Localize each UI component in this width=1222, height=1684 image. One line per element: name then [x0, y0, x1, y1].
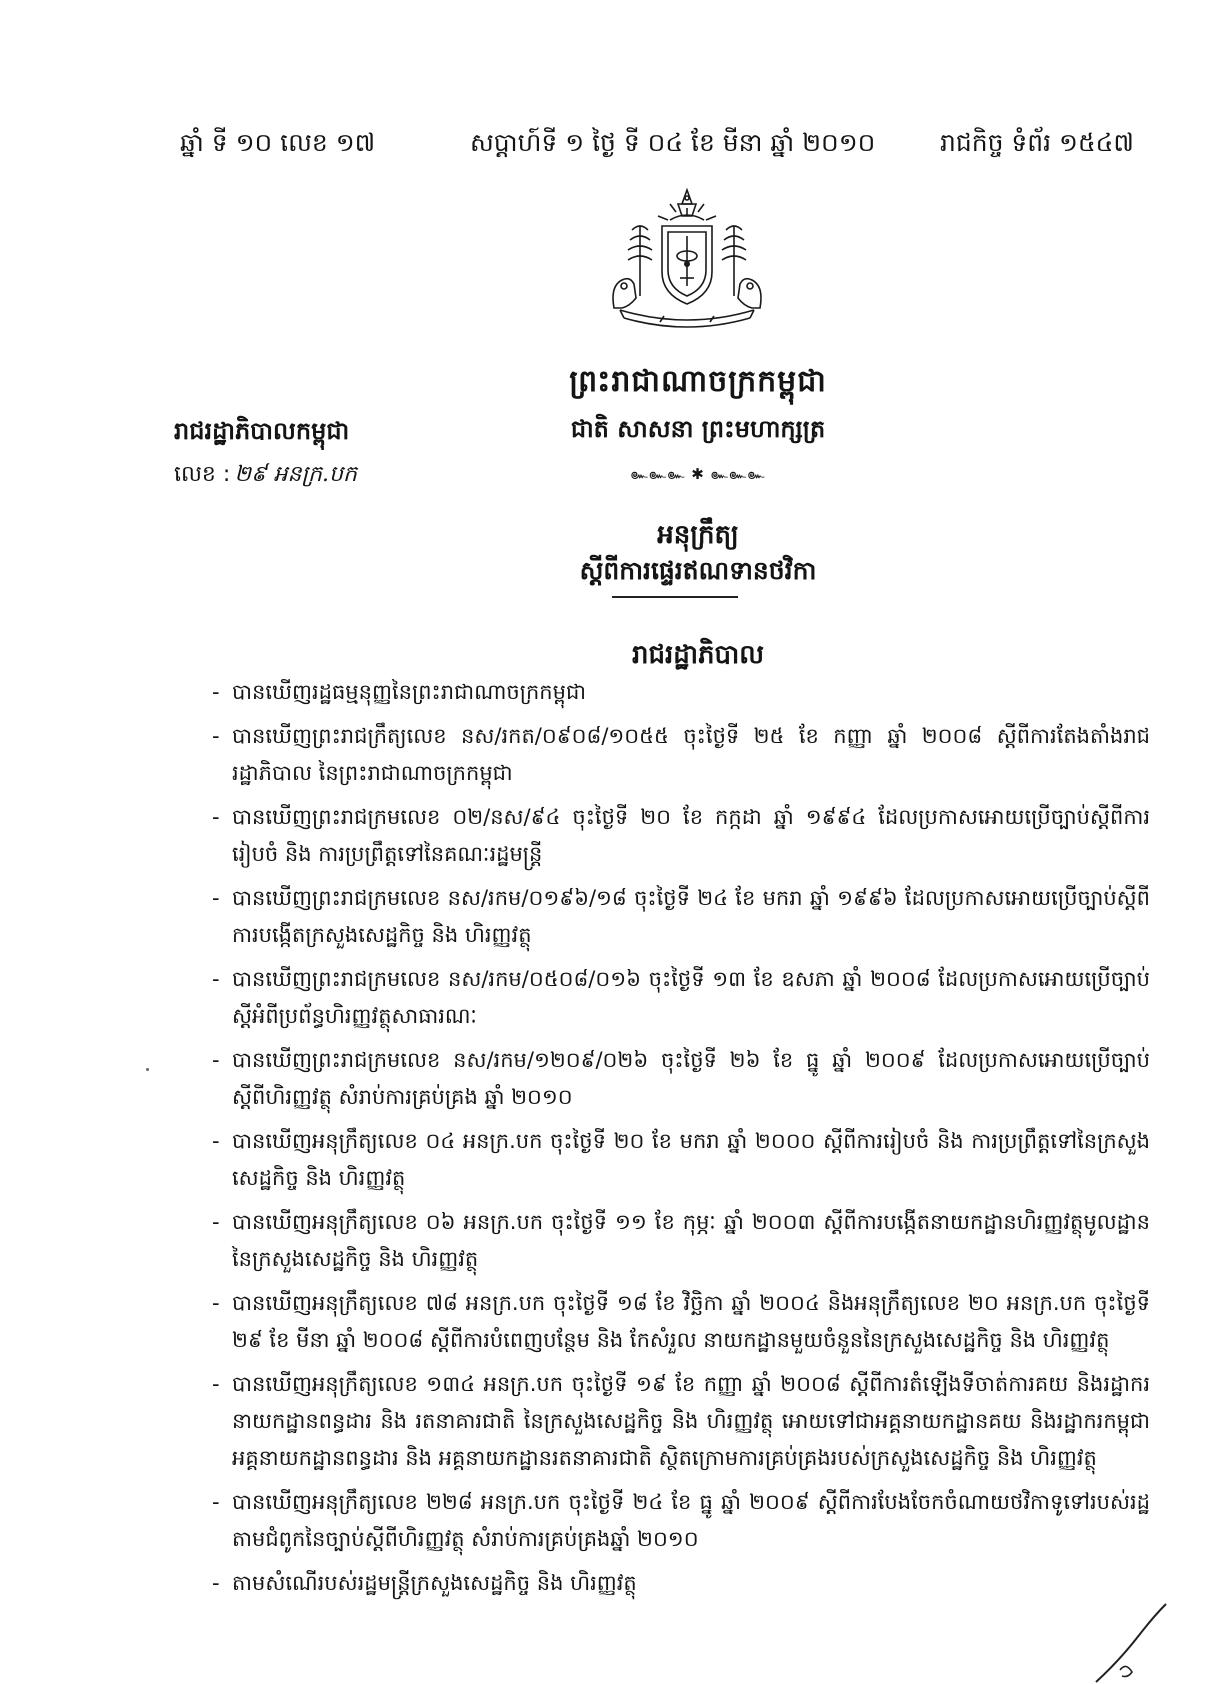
- list-item: - បានឃើញព្រះរាជក្រមលេខ នស/រកម/០១៩៦/១៨ ចុះថ្ងៃទី ២៤ ខែ មករា ឆ្នាំ ១៩៩៦ ដែលប្រកាសអោយប្រើច្បាប់ស្តីពីការបង្កើតក្រសួងសេដ្ឋកិច្ច និង ហិរញ្ញវត្ថុ: [210, 880, 1150, 954]
- document-type: អនុក្រឹត្យ: [657, 520, 739, 550]
- royal-coat-of-arms-icon: [600, 186, 774, 336]
- list-item: - បានឃើញព្រះរាជក្រឹត្យលេខ នស/រកត/០៩០៨/១០៥៥ ចុះថ្ងៃទី ២៥ ខែ កញ្ញា ឆ្នាំ ២០០៨ ស្តីពីការតែងតាំងរាជរដ្ឋាភិបាល នៃព្រះរាជាណាចក្រកម្ពុជា: [210, 718, 1150, 792]
- gazette-page-number: រាជកិច្ច ទំព័រ ១៥៤៧: [940, 128, 1134, 157]
- list-item: - បានឃើញអនុក្រឹត្យលេខ ២២៨ អនក្រ.បក ចុះថ្ងៃទី ២៤ ខែ ធ្នូ ឆ្នាំ ២០០៩ ស្តីពីការបែងចែកចំណាយថវិកាទូទៅរបស់រដ្ឋតាមជំពូកនៃច្បាប់ស្តីពីហិរញ្ញវត្ថុ សំរាប់ការគ្រប់គ្រងឆ្នាំ ២០១០: [210, 1484, 1150, 1558]
- legal-references-list: [210, 674, 1150, 1609]
- gazette-year-issue: ឆ្នាំ ទី ១០ លេខ ១៧: [180, 128, 376, 157]
- document-subject: ស្តីពីការផ្ទេរឥណទានថវិកា: [579, 556, 817, 585]
- list-item: - បានឃើញព្រះរាជក្រមលេខ ០២/នស/៩៤ ចុះថ្ងៃទី ២០ ខែ កក្កដា ឆ្នាំ ១៩៩៤ ដែលប្រកាសអោយប្រើច្បាប់ស្តីពីការរៀបចំ និង ការប្រព្រឹត្តទៅនៃគណៈរដ្ឋមន្ត្រី: [210, 799, 1150, 873]
- list-item: - បានឃើញព្រះរាជក្រមលេខ នស/រកម/១២០៩/០២៦ ចុះថ្ងៃទី ២៦ ខែ ធ្នូ ឆ្នាំ ២០០៩ ដែលប្រកាសអោយប្រើច្បាប់ស្តីពីហិរញ្ញវត្ថុ សំរាប់ការគ្រប់គ្រង ឆ្នាំ ២០១០: [210, 1042, 1150, 1116]
- decree-number: [174, 460, 357, 492]
- scan-speck: [146, 1068, 149, 1071]
- signature-stroke-icon: [1090, 1600, 1170, 1684]
- list-item: - បានឃើញអនុក្រឹត្យលេខ ១៣៤ អនក្រ.បក ចុះថ្ងៃទី ១៩ ខែ កញ្ញា ឆ្នាំ ២០០៨ ស្តីពីការតំឡើងទីចាត់ការគយ និងរដ្ឋាករ នាយកដ្ឋានពន្ធដារ និង រតនាគារជាតិ នៃក្រសួងសេដ្ឋកិច្ច និង ហិរញ្ញវត្ថុ អោយទៅជាអគ្គនាយកដ្ឋានគយ និងរដ្ឋាករកម្ពុជា អគ្គនាយកដ្ឋានពន្ធដារ និង អគ្គនាយកដ្ឋានរតនាគារជាតិ ស្ថិតក្រោមការគ្រប់គ្រងរបស់ក្រសួងសេដ្ឋកិច្ច និង ហិរញ្ញវត្ថុ: [210, 1366, 1150, 1477]
- national-motto: ជាតិ សាសនា ព្រះមហាក្សត្រ: [570, 415, 826, 443]
- ornament-divider: ๛๛๛ ✱ ๛๛๛: [630, 465, 766, 483]
- list-item: - បានឃើញអនុក្រឹត្យលេខ ០៦ អនក្រ.បក ចុះថ្ងៃទី ១១ ខែ កុម្ភៈ ឆ្នាំ ២០០៣ ស្តីពីការបង្កើតនាយកដ្ឋានហិរញ្ញវត្ថុមូលដ្ឋាននៃក្រសួងសេដ្ឋកិច្ច និង ហិរញ្ញវត្ថុ: [210, 1204, 1150, 1278]
- decree-number-value: ២៩ អនក្រ.បក: [234, 462, 357, 487]
- government-heading: រាជរដ្ឋាភិបាល: [631, 640, 765, 670]
- list-item: - បានឃើញអនុក្រឹត្យលេខ ០៤ អនក្រ.បក ចុះថ្ងៃទី ២០ ខែ មករា ឆ្នាំ ២០០០ ស្តីពីការរៀបចំ និង ការប្រព្រឹត្តទៅនៃក្រសួង សេដ្ឋកិច្ច និង ហិរញ្ញវត្ថុ: [210, 1123, 1150, 1197]
- list-item: - បានឃើញរដ្ឋធម្មនុញ្ញនៃព្រះរាជាណាចក្រកម្ពុជា: [210, 674, 1150, 711]
- gazette-date: សប្តាហ៍ទី ១ ថ្ងៃ ទី ០៤ ខែ មីនា ឆ្នាំ ២០១០: [470, 128, 876, 157]
- list-item: - តាមសំណើរបស់រដ្ឋមន្ត្រីក្រសួងសេដ្ឋកិច្ច និង ហិរញ្ញវត្ថុ: [210, 1565, 1150, 1602]
- subject-underline: [612, 596, 738, 598]
- kingdom-title: ព្រះរាជាណាចក្រកម្ពុជា: [569, 364, 827, 399]
- list-item: - បានឃើញអនុក្រឹត្យលេខ ៧៨ អនក្រ.បក ចុះថ្ងៃទី ១៨ ខែ វិច្ឆិកា ឆ្នាំ ២០០៤ និងអនុក្រឹត្យលេខ ២០ អនក្រ.បក ចុះថ្ងៃទី ២៩ ខែ មីនា ឆ្នាំ ២០០៨ ស្តីពីការបំពេញបន្ថែម និង កែសំរួល នាយកដ្ឋានមួយចំនួននៃក្រសួងសេដ្ឋកិច្ច និង ហិរញ្ញវត្ថុ: [210, 1285, 1150, 1359]
- list-item: - បានឃើញព្រះរាជក្រមលេខ នស/រកម/០៥០៨/០១៦ ចុះថ្ងៃទី ១៣ ខែ ឧសភា ឆ្នាំ ២០០៨ ដែលប្រកាសអោយប្រើច្បាប់ស្តីអំពីប្រព័ន្ធហិរញ្ញវត្ថុសាធារណៈ: [210, 961, 1150, 1035]
- issuing-authority: រាជរដ្ឋាភិបាលកម្ពុជា: [174, 417, 350, 445]
- decree-number-label: លេខ :: [174, 462, 231, 487]
